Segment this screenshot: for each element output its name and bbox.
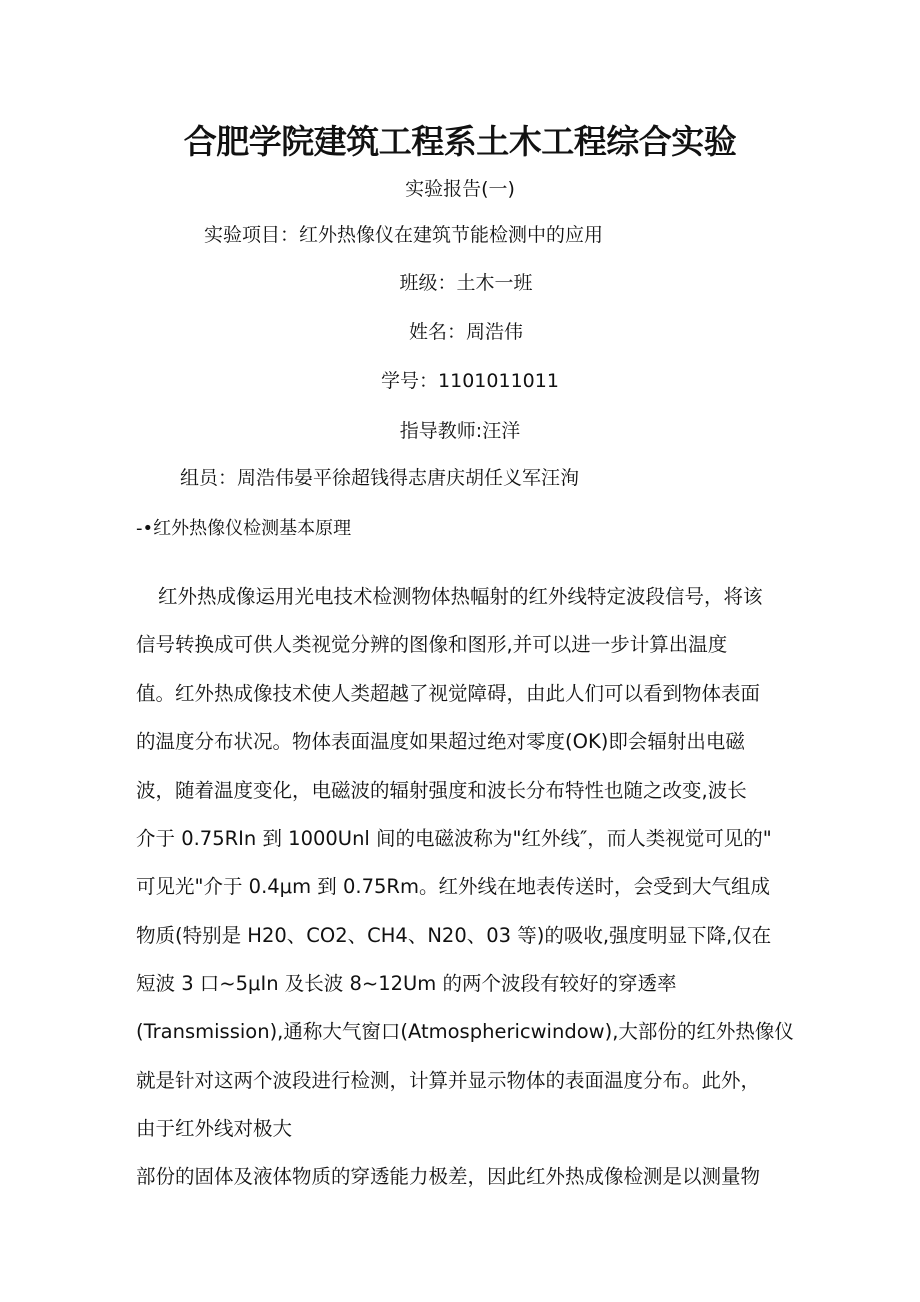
paragraph-line: 就是针对这两个波段进行检测，计算并显示物体的表面温度分布。此外， bbox=[136, 1069, 761, 1092]
document-title: 合肥学院建筑工程系土木工程综合实验 bbox=[183, 122, 737, 161]
paragraph-line: (Transmission),通称大气窗口(Atmosphericwindow),大部份的红外热像仪 bbox=[136, 1020, 794, 1043]
class-line: 班级：土木一班 bbox=[399, 272, 533, 294]
paragraph-line: 由于红外线对极大 bbox=[136, 1117, 293, 1140]
section-heading: -•红外热像仪检测基本原理 bbox=[136, 518, 352, 539]
paragraph-line: 短波 3 口~5μIn 及长波 8~12Um 的两个波段有较好的穿透率 bbox=[136, 972, 677, 995]
members-line: 组员：周浩伟晏平徐超钱得志唐庆胡任义军汪洵 bbox=[180, 467, 580, 489]
paragraph-line: 的温度分布状况。物体表面温度如果超过绝对零度(OK)即会辐射出电磁 bbox=[136, 730, 745, 753]
paragraph-line: 物质(特别是 H20、CO2、CH4、N20、03 等)的吸收,强度明显下降,仅在 bbox=[136, 924, 772, 947]
paragraph-line: 波，随着温度变化，电磁波的辐射强度和波长分布特性也随之改变,波长 bbox=[136, 779, 747, 802]
name-line: 姓名：周浩伟 bbox=[408, 321, 523, 343]
project-line: 实验项目：红外热像仪在建筑节能检测中的应用 bbox=[204, 224, 604, 246]
paragraph-line: 介于 0.75RIn 到 1000Unl 间的电磁波称为"红外线″，而人类视觉可见的" bbox=[136, 827, 772, 850]
paragraph-line: 信号转换成可供人类视觉分辨的图像和图形,并可以进一步计算出温度 bbox=[136, 633, 728, 656]
paragraph-line: 值。红外热成像技术使人类超越了视觉障碍，由此人们可以看到物体表面 bbox=[136, 682, 761, 705]
student-id-line: 学号：1101011011 bbox=[381, 370, 559, 392]
paragraph-line: 红外热成像运用光电技术检测物体热幅射的红外线特定波段信号，将该 bbox=[158, 585, 763, 608]
report-subtitle: 实验报告(一) bbox=[405, 178, 515, 200]
teacher-line: 指导教师:汪洋 bbox=[399, 420, 521, 442]
paragraph-line: 部份的固体及液体物质的穿透能力极差，因此红外热成像检测是以测量物 bbox=[136, 1165, 761, 1188]
paragraph-line: 可见光"介于 0.4μm 到 0.75Rm。红外线在地表传送时，会受到大气组成 bbox=[136, 875, 770, 898]
